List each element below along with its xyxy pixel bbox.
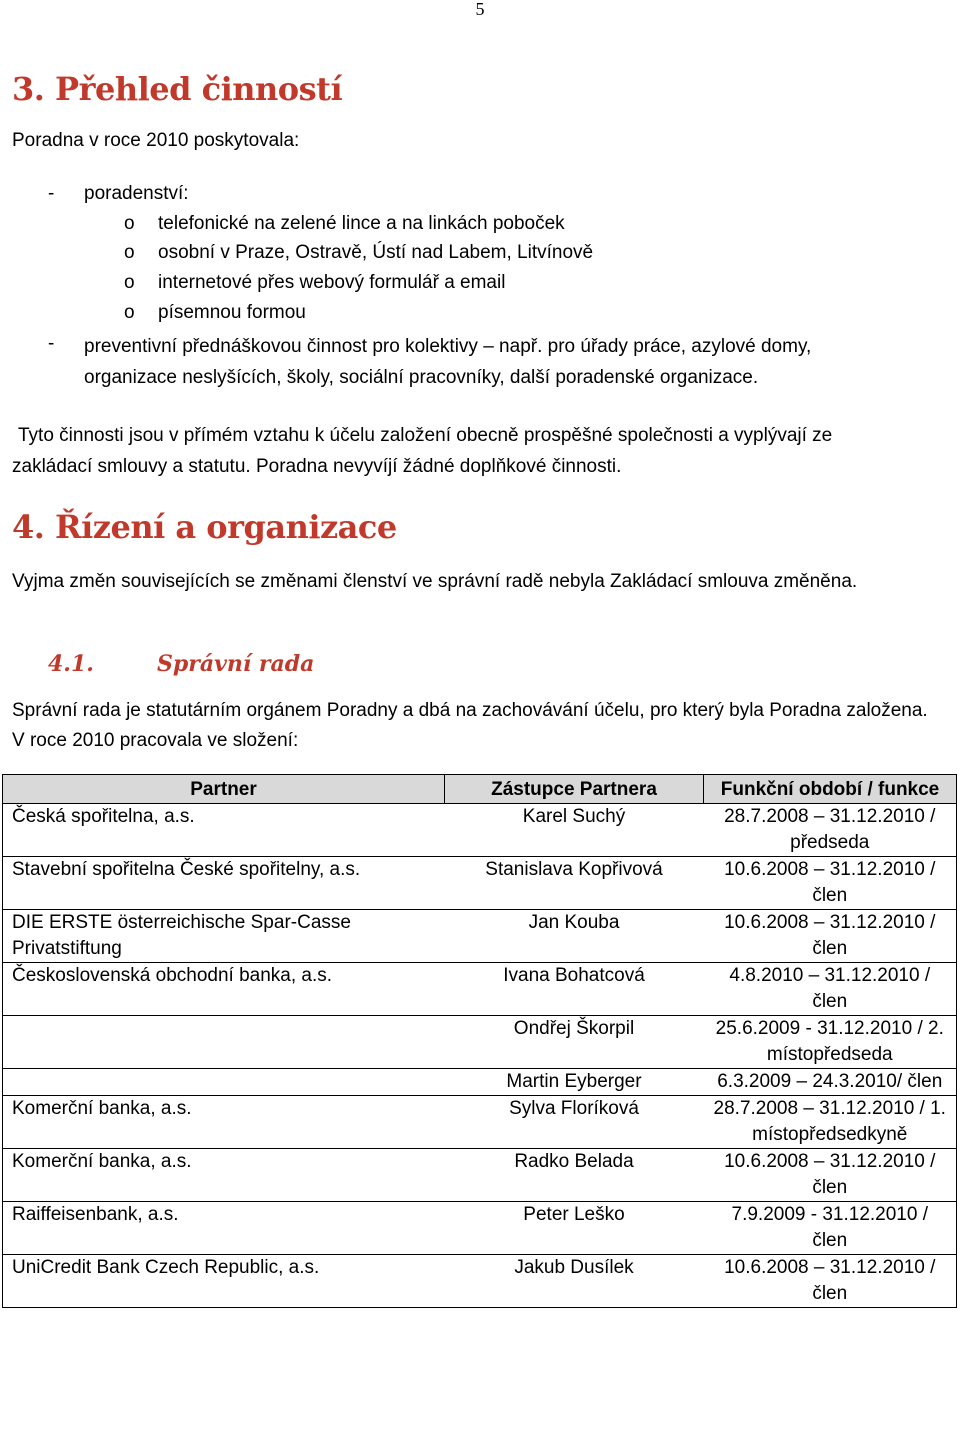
bullet-marker: - bbox=[48, 333, 55, 354]
table-row bbox=[3, 910, 957, 963]
section-3-intro: Poradna v roce 2010 poskytovala: bbox=[12, 130, 300, 151]
cell-term: 28.7.2008 – 31.12.2010 / předseda bbox=[704, 804, 957, 857]
sub-bullet-marker: o bbox=[124, 242, 135, 263]
cell-partner: Stavební spořitelna České spořitelny, a.s. bbox=[3, 857, 445, 910]
section-4-text: Vyjma změn souvisejících se změnami členství ve správní radě nebyla Zakládací smlouva změněna. bbox=[12, 571, 858, 592]
table-row bbox=[3, 1255, 957, 1308]
cell-term: 25.6.2009 - 31.12.2010 / 2. místopředseda bbox=[704, 1016, 957, 1069]
cell-partner: Česká spořitelna, a.s. bbox=[3, 804, 445, 857]
cell-term: 4.8.2010 – 31.12.2010 / člen bbox=[704, 963, 957, 1016]
cell-representative: Jan Kouba bbox=[445, 910, 704, 963]
cell-partner: Raiffeisenbank, a.s. bbox=[3, 1202, 445, 1255]
list-item: osobní v Praze, Ostravě, Ústí nad Labem, Litvínově bbox=[158, 242, 594, 263]
cell-representative: Stanislava Kopřivová bbox=[445, 857, 704, 910]
section-4-1-text: Správní rada je statutárním orgánem Poradny a dbá na zachovávání účelu, pro který byla Poradna založena. V roce 2010 pracovala ve složení: bbox=[12, 700, 928, 751]
table-row bbox=[3, 1096, 957, 1149]
cell-term: 10.6.2008 – 31.12.2010 / člen bbox=[704, 910, 957, 963]
bullet-marker: - bbox=[48, 183, 55, 204]
section-4-heading: 4. Řízení a organizace bbox=[12, 508, 397, 546]
page-number: 5 bbox=[475, 0, 485, 19]
cell-representative: Jakub Dusílek bbox=[445, 1255, 704, 1308]
table-row bbox=[3, 1149, 957, 1202]
section-3-closing: Tyto činnosti jsou v přímém vztahu k účelu založení obecně prospěšné společnosti a vyplývají ze zakládací smlouvy a statutu. Poradna nevyvíjí žádné doplňkové činnosti. bbox=[12, 425, 833, 477]
table-row bbox=[3, 1069, 957, 1096]
table-row bbox=[3, 857, 957, 910]
sub-bullet-marker: o bbox=[124, 302, 135, 323]
header-term: Funkční období / funkce bbox=[704, 775, 957, 804]
cell-partner: Komerční banka, a.s. bbox=[3, 1096, 445, 1149]
table-header-row bbox=[3, 775, 957, 804]
cell-partner: Komerční banka, a.s. bbox=[3, 1149, 445, 1202]
table-row bbox=[3, 804, 957, 857]
cell-representative: Ondřej Škorpil bbox=[513, 1018, 635, 1039]
cell-partner: Československá obchodní banka, a.s. bbox=[3, 963, 445, 1016]
list-item: telefonické na zelené lince a na linkách poboček bbox=[158, 213, 565, 234]
section-4-1-number: 4.1. bbox=[48, 651, 94, 677]
cell-representative: Martin Eyberger bbox=[506, 1071, 642, 1092]
cell-representative: Radko Belada bbox=[445, 1149, 704, 1202]
cell-representative: Sylva Floríková bbox=[445, 1096, 704, 1149]
cell-term: 10.6.2008 – 31.12.2010 / člen bbox=[704, 857, 957, 910]
list-item: písemnou formou bbox=[158, 302, 306, 323]
cell-partner: DIE ERSTE österreichische Spar-Casse Privatstiftung bbox=[3, 910, 445, 963]
cell-term: 10.6.2008 – 31.12.2010 / člen bbox=[704, 1149, 957, 1202]
sub-bullet-marker: o bbox=[124, 272, 135, 293]
cell-partner bbox=[3, 1016, 445, 1069]
cell-partner: UniCredit Bank Czech Republic, a.s. bbox=[3, 1255, 445, 1308]
list-item: poradenství: bbox=[84, 183, 189, 204]
cell-term: 7.9.2009 - 31.12.2010 / člen bbox=[704, 1202, 957, 1255]
sub-bullet-marker: o bbox=[124, 213, 135, 234]
header-partner: Partner bbox=[3, 775, 445, 804]
header-representative: Zástupce Partnera bbox=[445, 775, 704, 804]
section-4-1-heading: Správní rada bbox=[157, 651, 315, 677]
section-3-heading: 3. Přehled činností bbox=[12, 70, 343, 108]
cell-representative: Peter Leško bbox=[445, 1202, 704, 1255]
list-item: preventivní přednáškovou činnost pro kolektivy – např. pro úřady práce, azylové domy, organizace neslyšících, školy, sociální pracovníky, další poradenské organizace. bbox=[84, 336, 812, 388]
cell-term: 6.3.2009 – 24.3.2010/ člen bbox=[704, 1069, 957, 1096]
board-table bbox=[2, 774, 957, 1308]
table-row bbox=[3, 1016, 957, 1069]
table-row bbox=[3, 963, 957, 1016]
list-item: internetové přes webový formulář a email bbox=[158, 272, 506, 293]
cell-representative: Ivana Bohatcová bbox=[445, 963, 704, 1016]
cell-partner bbox=[3, 1069, 445, 1096]
cell-term: 28.7.2008 – 31.12.2010 / 1. místopředsedkyně bbox=[704, 1096, 957, 1149]
cell-representative: Karel Suchý bbox=[445, 804, 704, 857]
table-row bbox=[3, 1202, 957, 1255]
cell-term: 10.6.2008 – 31.12.2010 / člen bbox=[704, 1255, 957, 1308]
